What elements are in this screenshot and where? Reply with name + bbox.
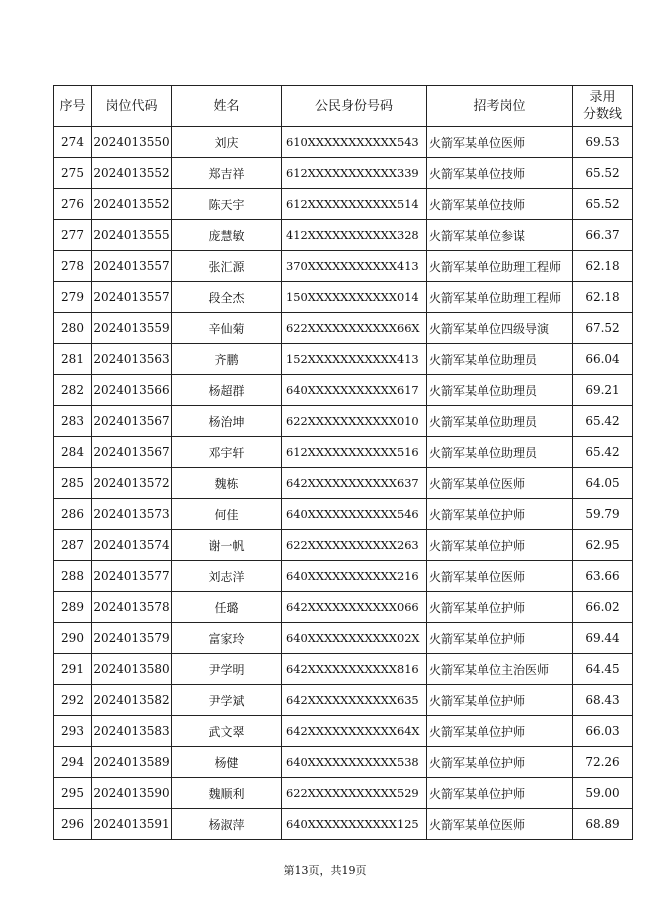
cell-score: 69.44 [573, 623, 633, 654]
table-row [54, 189, 633, 220]
header-position: 招考岗位 [427, 86, 573, 127]
cell-id-number: 640XXXXXXXXXXX125 [282, 809, 427, 840]
cell-score: 59.00 [573, 778, 633, 809]
cell-id-number: 612XXXXXXXXXXX514 [282, 189, 427, 220]
cell-position: 火箭军某单位护师 [427, 716, 573, 747]
cell-score: 62.18 [573, 251, 633, 282]
cell-score: 65.52 [573, 158, 633, 189]
cell-id-number: 622XXXXXXXXXXX263 [282, 530, 427, 561]
cell-name: 杨淑萍 [172, 809, 282, 840]
cell-seq: 288 [54, 561, 92, 592]
cell-position-code: 2024013567 [92, 437, 172, 468]
cell-id-number: 642XXXXXXXXXXX637 [282, 468, 427, 499]
cell-position-code: 2024013552 [92, 189, 172, 220]
cell-id-number: 642XXXXXXXXXXX066 [282, 592, 427, 623]
table-row [54, 561, 633, 592]
table-body [54, 127, 633, 840]
cell-position: 火箭军某单位四级导演 [427, 313, 573, 344]
cell-name: 魏栋 [172, 468, 282, 499]
cell-position: 火箭军某单位助理员 [427, 406, 573, 437]
header-seq: 序号 [54, 86, 92, 127]
cell-name: 张汇源 [172, 251, 282, 282]
cell-seq: 276 [54, 189, 92, 220]
admission-table [53, 85, 633, 840]
cell-score: 66.04 [573, 344, 633, 375]
cell-position: 火箭军某单位助理工程师 [427, 282, 573, 313]
cell-position-code: 2024013577 [92, 561, 172, 592]
cell-position-code: 2024013574 [92, 530, 172, 561]
cell-score: 63.66 [573, 561, 633, 592]
table-row [54, 344, 633, 375]
cell-score: 67.52 [573, 313, 633, 344]
cell-position: 火箭军某单位技师 [427, 189, 573, 220]
cell-position-code: 2024013557 [92, 251, 172, 282]
cell-score: 69.21 [573, 375, 633, 406]
cell-id-number: 640XXXXXXXXXXX617 [282, 375, 427, 406]
cell-position-code: 2024013552 [92, 158, 172, 189]
cell-position-code: 2024013579 [92, 623, 172, 654]
cell-position: 火箭军某单位主治医师 [427, 654, 573, 685]
cell-seq: 274 [54, 127, 92, 158]
cell-seq: 289 [54, 592, 92, 623]
cell-seq: 284 [54, 437, 92, 468]
table-row [54, 468, 633, 499]
cell-id-number: 152XXXXXXXXXXX413 [282, 344, 427, 375]
cell-id-number: 370XXXXXXXXXXX413 [282, 251, 427, 282]
cell-position: 火箭军某单位护师 [427, 685, 573, 716]
cell-position-code: 2024013573 [92, 499, 172, 530]
cell-score: 66.03 [573, 716, 633, 747]
cell-position-code: 2024013557 [92, 282, 172, 313]
header-id-number: 公民身份号码 [282, 86, 427, 127]
cell-position-code: 2024013578 [92, 592, 172, 623]
cell-seq: 280 [54, 313, 92, 344]
header-score-line2: 分数线 [582, 107, 622, 122]
cell-id-number: 612XXXXXXXXXXX516 [282, 437, 427, 468]
table-row [54, 437, 633, 468]
header-score-line1: 录用 [589, 90, 616, 105]
cell-name: 陈天宇 [172, 189, 282, 220]
cell-name: 辛仙菊 [172, 313, 282, 344]
cell-seq: 291 [54, 654, 92, 685]
cell-score: 65.42 [573, 437, 633, 468]
cell-position-code: 2024013559 [92, 313, 172, 344]
header-position-code: 岗位代码 [92, 86, 172, 127]
cell-position-code: 2024013591 [92, 809, 172, 840]
cell-position: 火箭军某单位助理工程师 [427, 251, 573, 282]
cell-id-number: 622XXXXXXXXXXX010 [282, 406, 427, 437]
cell-seq: 277 [54, 220, 92, 251]
cell-name: 段全杰 [172, 282, 282, 313]
cell-score: 64.05 [573, 468, 633, 499]
cell-name: 刘志洋 [172, 561, 282, 592]
cell-name: 庞慧敏 [172, 220, 282, 251]
table-row [54, 809, 633, 840]
cell-position-code: 2024013567 [92, 406, 172, 437]
cell-seq: 278 [54, 251, 92, 282]
cell-score: 68.43 [573, 685, 633, 716]
table-row [54, 685, 633, 716]
table-row [54, 220, 633, 251]
cell-seq: 294 [54, 747, 92, 778]
cell-seq: 292 [54, 685, 92, 716]
cell-position: 火箭军某单位护师 [427, 592, 573, 623]
cell-name: 杨健 [172, 747, 282, 778]
cell-name: 武文翠 [172, 716, 282, 747]
cell-id-number: 412XXXXXXXXXXX328 [282, 220, 427, 251]
cell-position-code: 2024013555 [92, 220, 172, 251]
table-row [54, 251, 633, 282]
table-row [54, 747, 633, 778]
header-name: 姓名 [172, 86, 282, 127]
cell-id-number: 642XXXXXXXXXXX635 [282, 685, 427, 716]
cell-score: 64.45 [573, 654, 633, 685]
page-footer: 第13页，共19页 [283, 864, 367, 877]
table-row [54, 530, 633, 561]
table-row [54, 406, 633, 437]
cell-seq: 275 [54, 158, 92, 189]
table-row [54, 375, 633, 406]
cell-seq: 283 [54, 406, 92, 437]
cell-score: 62.18 [573, 282, 633, 313]
cell-position: 火箭军某单位医师 [427, 809, 573, 840]
cell-seq: 282 [54, 375, 92, 406]
cell-name: 尹学斌 [172, 685, 282, 716]
cell-id-number: 642XXXXXXXXXXX816 [282, 654, 427, 685]
header-score [573, 86, 633, 127]
cell-name: 富家玲 [172, 623, 282, 654]
table-row [54, 716, 633, 747]
cell-position: 火箭军某单位医师 [427, 561, 573, 592]
cell-position-code: 2024013590 [92, 778, 172, 809]
cell-position: 火箭军某单位助理员 [427, 375, 573, 406]
cell-seq: 293 [54, 716, 92, 747]
cell-name: 任璐 [172, 592, 282, 623]
table-row [54, 623, 633, 654]
cell-score: 72.26 [573, 747, 633, 778]
table-row [54, 282, 633, 313]
cell-id-number: 610XXXXXXXXXXX543 [282, 127, 427, 158]
cell-position: 火箭军某单位助理员 [427, 437, 573, 468]
cell-name: 魏顺利 [172, 778, 282, 809]
cell-seq: 296 [54, 809, 92, 840]
cell-seq: 285 [54, 468, 92, 499]
table-header-row [54, 86, 633, 127]
cell-position: 火箭军某单位医师 [427, 127, 573, 158]
cell-id-number: 622XXXXXXXXXXX529 [282, 778, 427, 809]
cell-name: 邓宇轩 [172, 437, 282, 468]
cell-position-code: 2024013566 [92, 375, 172, 406]
cell-id-number: 612XXXXXXXXXXX339 [282, 158, 427, 189]
table-row [54, 654, 633, 685]
cell-position-code: 2024013563 [92, 344, 172, 375]
cell-name: 杨超群 [172, 375, 282, 406]
cell-name: 刘庆 [172, 127, 282, 158]
cell-score: 62.95 [573, 530, 633, 561]
cell-score: 65.52 [573, 189, 633, 220]
cell-position-code: 2024013583 [92, 716, 172, 747]
cell-name: 齐鹏 [172, 344, 282, 375]
cell-id-number: 150XXXXXXXXXXX014 [282, 282, 427, 313]
cell-name: 何佳 [172, 499, 282, 530]
cell-seq: 290 [54, 623, 92, 654]
cell-seq: 286 [54, 499, 92, 530]
cell-position: 火箭军某单位护师 [427, 778, 573, 809]
cell-name: 杨治坤 [172, 406, 282, 437]
cell-position: 火箭军某单位参谋 [427, 220, 573, 251]
cell-position: 火箭军某单位护师 [427, 530, 573, 561]
cell-seq: 295 [54, 778, 92, 809]
cell-score: 66.02 [573, 592, 633, 623]
cell-position: 火箭军某单位助理员 [427, 344, 573, 375]
table-row [54, 127, 633, 158]
cell-seq: 279 [54, 282, 92, 313]
cell-name: 谢一帆 [172, 530, 282, 561]
cell-score: 65.42 [573, 406, 633, 437]
cell-seq: 287 [54, 530, 92, 561]
cell-score: 59.79 [573, 499, 633, 530]
cell-name: 尹学明 [172, 654, 282, 685]
table-row [54, 499, 633, 530]
cell-position-code: 2024013580 [92, 654, 172, 685]
cell-position-code: 2024013582 [92, 685, 172, 716]
cell-id-number: 640XXXXXXXXXXX538 [282, 747, 427, 778]
cell-position-code: 2024013589 [92, 747, 172, 778]
cell-name: 郑吉祥 [172, 158, 282, 189]
cell-position-code: 2024013572 [92, 468, 172, 499]
cell-id-number: 642XXXXXXXXXXX64X [282, 716, 427, 747]
cell-score: 69.53 [573, 127, 633, 158]
table-row [54, 158, 633, 189]
cell-id-number: 640XXXXXXXXXXX216 [282, 561, 427, 592]
cell-position-code: 2024013550 [92, 127, 172, 158]
table-row [54, 778, 633, 809]
cell-score: 66.37 [573, 220, 633, 251]
table-row [54, 313, 633, 344]
cell-position: 火箭军某单位护师 [427, 747, 573, 778]
table-row [54, 592, 633, 623]
cell-id-number: 640XXXXXXXXXXX546 [282, 499, 427, 530]
cell-position: 火箭军某单位护师 [427, 623, 573, 654]
cell-seq: 281 [54, 344, 92, 375]
cell-position: 火箭军某单位医师 [427, 468, 573, 499]
cell-position: 火箭军某单位技师 [427, 158, 573, 189]
cell-id-number: 640XXXXXXXXXXX02X [282, 623, 427, 654]
cell-score: 68.89 [573, 809, 633, 840]
cell-id-number: 622XXXXXXXXXXX66X [282, 313, 427, 344]
cell-position: 火箭军某单位护师 [427, 499, 573, 530]
